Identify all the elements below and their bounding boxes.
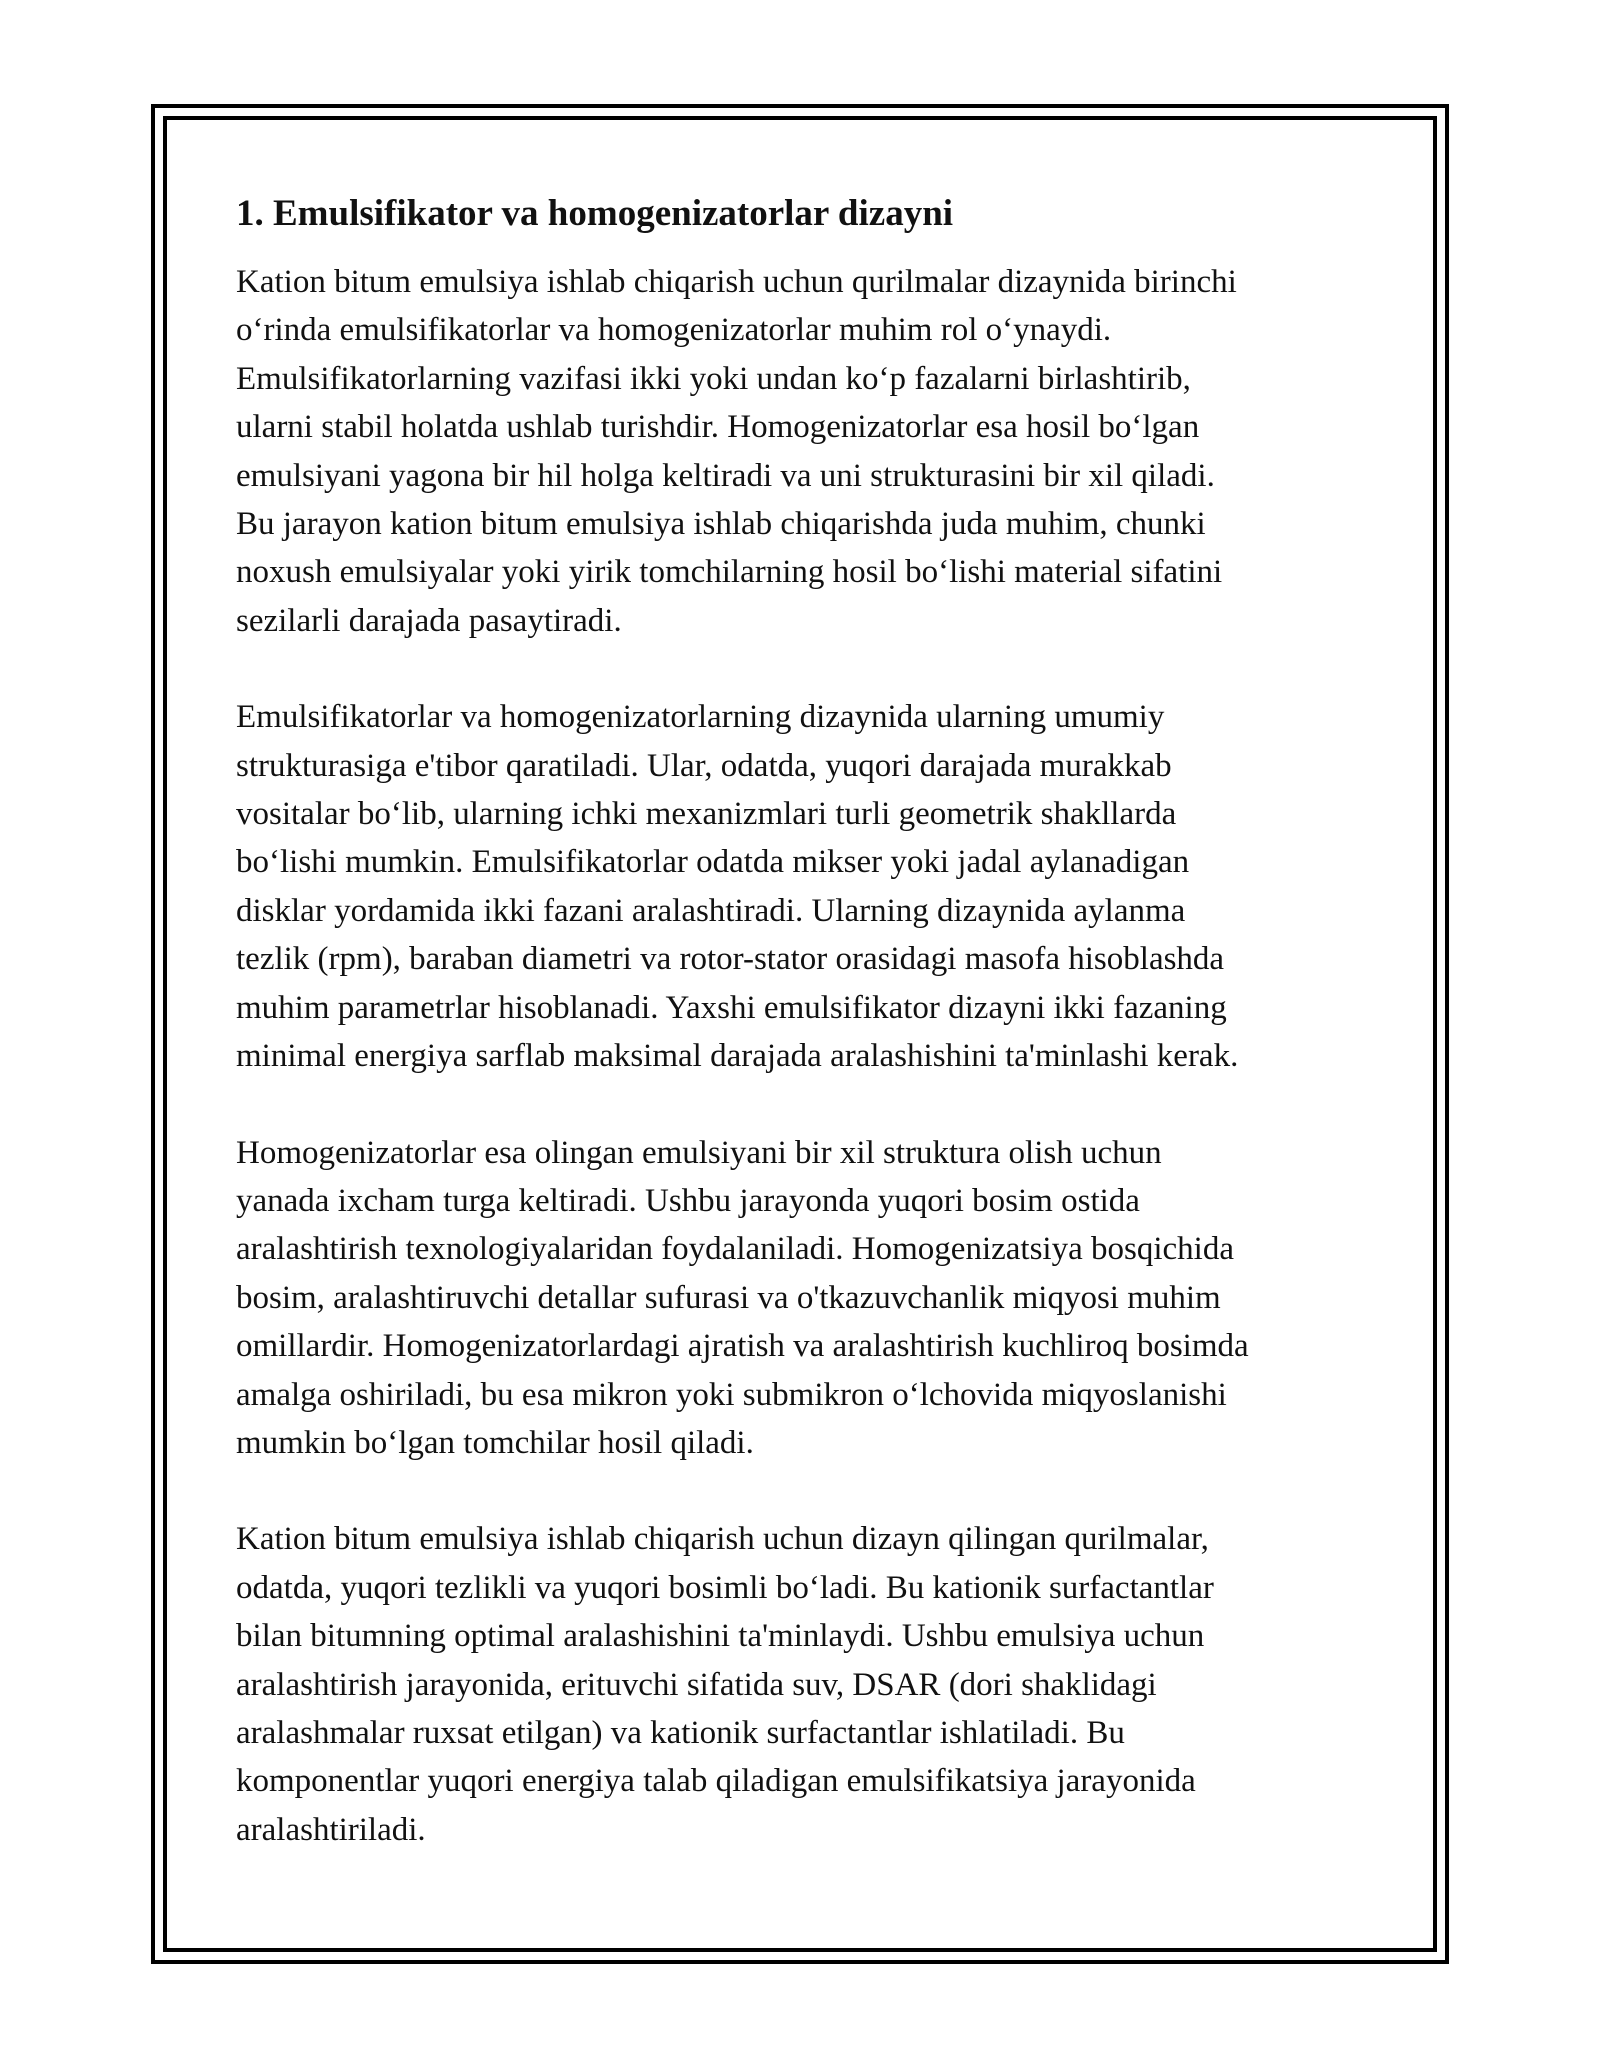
text-line: vositalar bo‘lib, ularning ichki mexanizmlari turli geometrik shakllarda (236, 796, 1177, 833)
text-line: omillardir. Homogenizatorlardagi ajratish va aralashtirish kuchliroq bosimda (236, 1328, 1249, 1365)
text-line: sezilarli darajada pasaytiradi. (236, 602, 622, 639)
section-heading: 1. Emulsifikator va homogenizatorlar dizayni (236, 193, 954, 234)
text-line: aralashtirish jarayonida, erituvchi sifatida suv, DSAR (dori shaklidagi (236, 1666, 1157, 1703)
paragraph-2 (236, 693, 1376, 1080)
text-line: disklar yordamida ikki fazani aralashtiradi. Ularning dizaynida aylanma (236, 892, 1186, 929)
text-line: strukturasiga e'tibor qaratiladi. Ular, odatda, yuqori darajada murakkab (236, 747, 1172, 784)
text-line: yanada ixcham turga keltiradi. Ushbu jarayonda yuqori bosim ostida (236, 1182, 1140, 1219)
text-line: emulsiyani yagona bir hil holga keltiradi va uni strukturasini bir xil qiladi. (236, 457, 1215, 494)
text-line: mumkin bo‘lgan tomchilar hosil qiladi. (236, 1424, 754, 1461)
text-line: aralashmalar ruxsat etilgan) va kationik surfactantlar ishlatiladi. Bu (236, 1714, 1125, 1751)
text-line: muhim parametrlar hisoblanadi. Yaxshi emulsifikator dizayni ikki fazaning (236, 989, 1227, 1026)
text-line: Kation bitum emulsiya ishlab chiqarish uchun dizayn qilingan qurilmalar, (236, 1521, 1209, 1558)
text-line: bilan bitumning optimal aralashishini ta'minlaydi. Ushbu emulsiya uchun (236, 1618, 1205, 1655)
text-line: noxush emulsiyalar yoki yirik tomchilarning hosil bo‘lishi material sifatini (236, 554, 1223, 591)
text-line: komponentlar yuqori energiya talab qiladigan emulsifikatsiya jarayonida (236, 1763, 1196, 1800)
paragraph-3 (236, 1129, 1376, 1468)
text-line: aralashtiriladi. (236, 1811, 426, 1848)
text-line: aralashtirish texnologiyalaridan foydalaniladi. Homogenizatsiya bosqichida (236, 1231, 1234, 1268)
document-content (236, 190, 1376, 1902)
paragraph-4 (236, 1515, 1376, 1854)
text-line: minimal energiya sarflab maksimal darajada aralashishini ta'minlashi kerak. (236, 1038, 1239, 1075)
text-line: bo‘lishi mumkin. Emulsifikatorlar odatda mikser yoki jadal aylanadigan (236, 844, 1190, 881)
text-line: o‘rinda emulsifikatorlar va homogenizatorlar muhim rol o‘ynaydi. (236, 312, 1112, 349)
text-line: tezlik (rpm), baraban diametri va rotor-stator orasidagi masofa hisoblashda (236, 941, 1225, 978)
text-line: Emulsifikatorlarning vazifasi ikki yoki undan ko‘p fazalarni birlashtirib, (236, 360, 1191, 397)
text-line: Homogenizatorlar esa olingan emulsiyani bir xil struktura olish uchun (236, 1134, 1162, 1171)
text-line: amalga oshiriladi, bu esa mikron yoki submikron o‘lchovida miqyoslanishi (236, 1376, 1227, 1413)
paragraph-1 (236, 258, 1376, 645)
text-line: Emulsifikatorlar va homogenizatorlarning dizaynida ularning umumiy (236, 699, 1165, 736)
text-line: ularni stabil holatda ushlab turishdir. Homogenizatorlar esa hosil bo‘lgan (236, 409, 1200, 446)
text-line: Kation bitum emulsiya ishlab chiqarish uchun qurilmalar dizaynida birinchi (236, 264, 1237, 300)
text-line: Bu jarayon kation bitum emulsiya ishlab chiqarishda juda muhim, chunki (236, 506, 1206, 543)
text-line: odatda, yuqori tezlikli va yuqori bosimli bo‘ladi. Bu kationik surfactantlar (236, 1569, 1214, 1606)
text-line: bosim, aralashtiruvchi detallar sufurasi va o'tkazuvchanlik miqyosi muhim (236, 1279, 1221, 1316)
